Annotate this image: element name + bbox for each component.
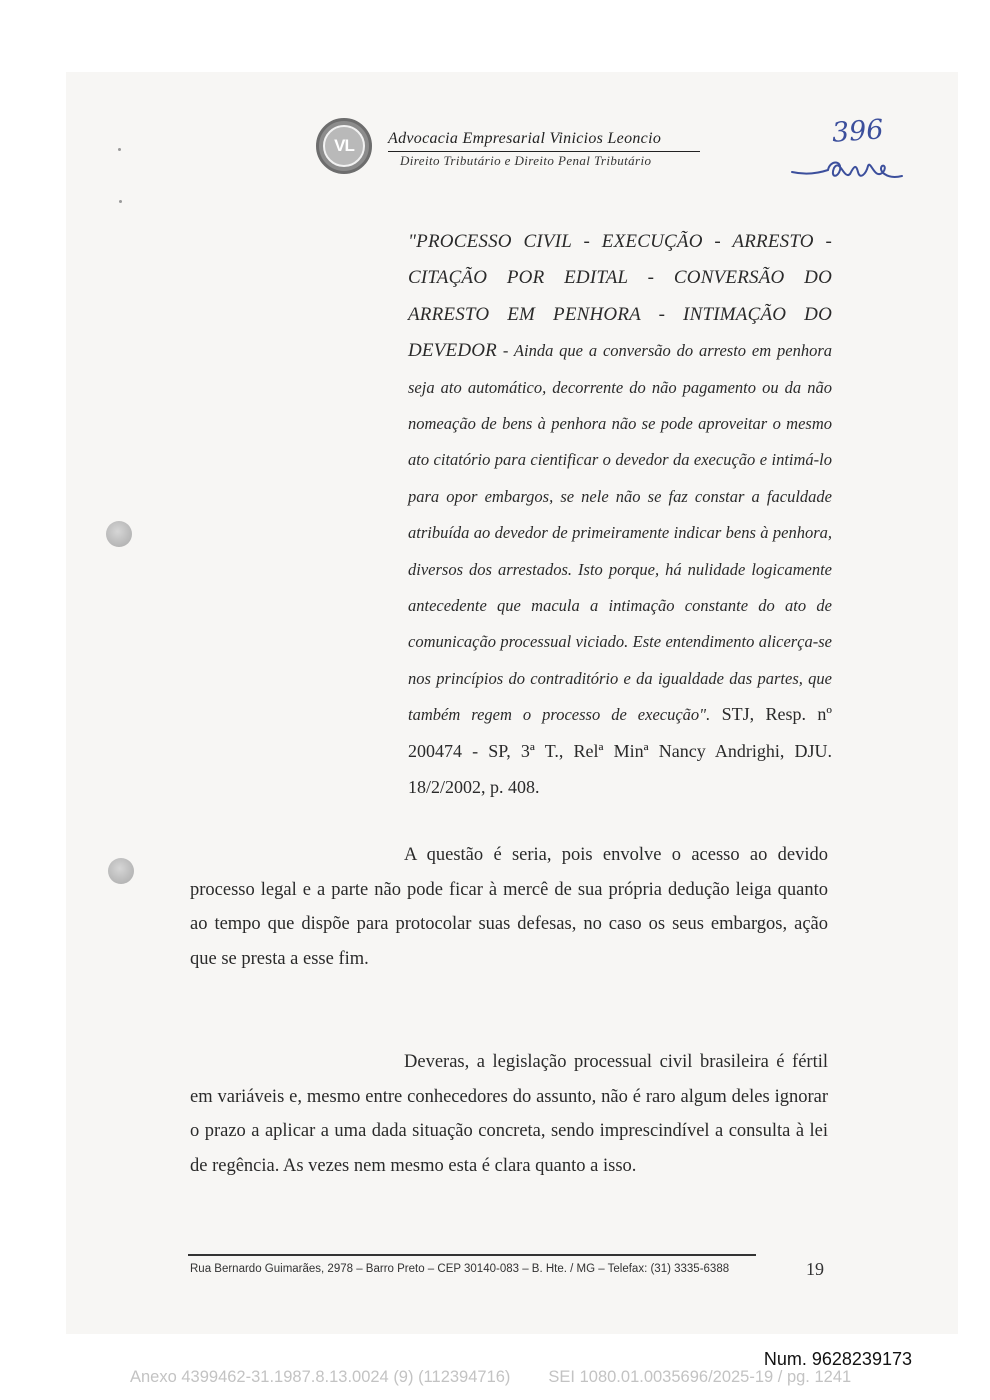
footer-divider [188,1254,756,1256]
header-divider [388,151,700,152]
document-number-stamp: Num. 9628239173 [763,1349,912,1369]
scan-speck [118,148,121,151]
handwritten-initials-signature [790,150,910,186]
quote-citation: STJ, Resp. nº 200474 - SP, 3ª T., Relª Minª Nancy Andrighi, DJU. 18/2/2002, p. 408. [408,704,832,798]
scan-speck [119,200,122,203]
annex-reference: Anexo 4399462-31.1987.8.13.0024 (9) (112394716) [130,1368,511,1386]
quote-body: - Ainda que a conversão do arresto em penhora seja ato automático, decorrente do não pagamento ou da não nomeação de bens à penhora não se pode aproveitar o mesmo ato citatório para cientificar o devedor da execução e intimá-lo para opor embargos, se nele não se faz constar a faculdade atribuída ao devedor de primeiramente indicar bens à penhora, diversos dos arrestados. Isto porque, há nulidade logicamente antecedente que macula a intimação constante do ato de comunicação processual viciado. Este entendimento alicerça-se nos princípios do contraditório e da igualdade das partes, que também regem o processo de execução". [408,341,832,725]
punch-hole-bottom [108,858,134,884]
firm-subtitle: Direito Tributário e Direito Penal Tributário [400,153,652,168]
page-number: 19 [806,1259,824,1279]
paragraph-2: Deveras, a legislação processual civil brasileira é fértil em variáveis e, mesmo entre conhecedores do assunto, não é raro algum deles ignorar o prazo a aplicar a uma dada situação concreta, sendo imprescindível a consulta à lei de regência. As vezes nem mesmo esta é clara quanto a isso. [190,1052,828,1176]
annex-watermark [130,1368,851,1387]
paragraph-1: A questão é seria, pois envolve o acesso ao devido processo legal e a parte não pode ficar à mercê de sua própria dedução leiga quanto ao tempo que dispõe para protocolar suas defesas, no caso os seus embargos, ação que se presta a esse fim. [190,845,828,969]
firm-name: Advocacia Empresarial Vinicios Leoncio [388,130,662,147]
handwritten-page-number: 396 [830,114,885,149]
firm-logo [316,118,372,174]
sei-reference: SEI 1080.01.0035696/2025-19 / pg. 1241 [548,1368,852,1386]
quote-heading: "PROCESSO CIVIL - EXECUÇÃO - ARRESTO - CITAÇÃO POR EDITAL - CONVERSÃO DO ARRESTO EM PENHORA - INTIMAÇÃO DO DEVEDOR [408,231,832,362]
jurisprudence-quote [408,224,832,807]
punch-hole-top [106,521,132,547]
logo-monogram: VL [323,125,365,167]
footer-address: Rua Bernardo Guimarães, 2978 – Barro Preto – CEP 30140-083 – B. Hte. / MG – Telefax: (31) 3335-6388 [190,1263,730,1275]
